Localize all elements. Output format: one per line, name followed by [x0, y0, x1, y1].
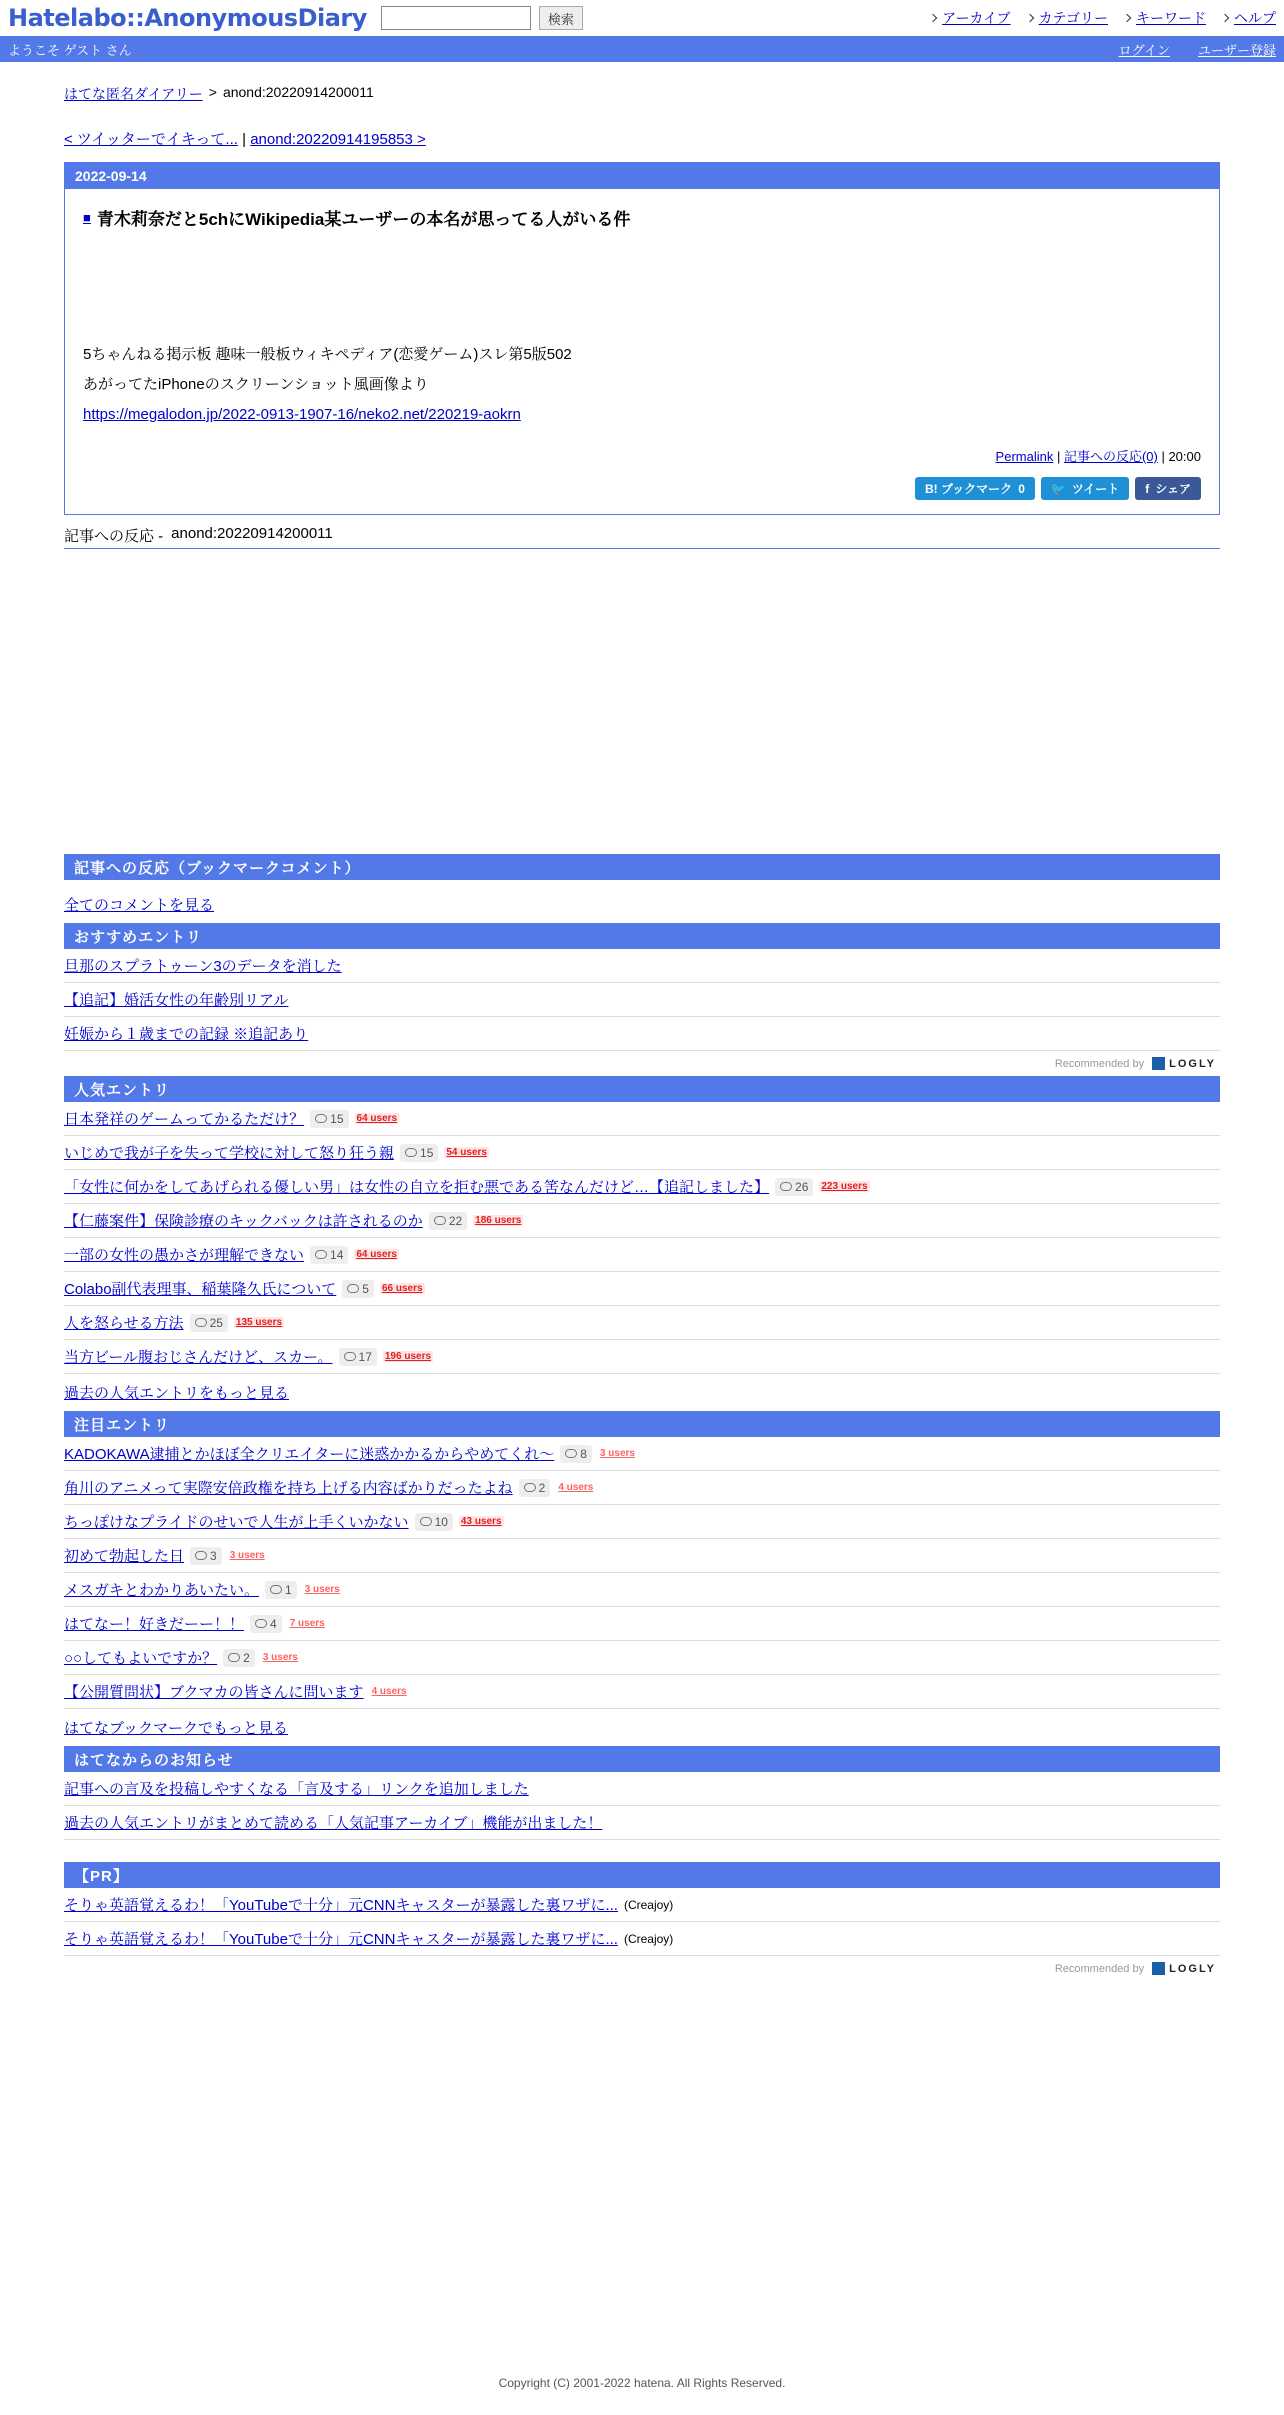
bookmark-users-badge[interactable]: 64 users: [356, 1249, 397, 1260]
bookmark-users-badge[interactable]: 64 users: [356, 1113, 398, 1124]
next-entry-link[interactable]: anond:20220914195853 >: [250, 131, 426, 148]
comment-bubble-icon: [420, 1517, 432, 1526]
list-item: [64, 1340, 1220, 1374]
bookmark-users-badge[interactable]: 3 users: [229, 1550, 265, 1561]
list-item: [64, 1607, 1220, 1641]
list-item: [64, 1922, 1220, 1956]
bookmark-users-badge[interactable]: 4 users: [558, 1482, 594, 1493]
list-item: [64, 1505, 1220, 1539]
comment-count-badge[interactable]: 2: [519, 1479, 551, 1497]
logly-logo[interactable]: LOGLY: [1152, 1057, 1216, 1070]
bookmark-users-badge[interactable]: 3 users: [262, 1652, 298, 1663]
comment-bubble-icon: [434, 1216, 446, 1225]
list-item: [64, 1170, 1220, 1204]
comment-bubble-icon: [347, 1284, 359, 1293]
news-header: はてなからのお知らせ: [64, 1746, 1220, 1772]
list-item: [64, 1204, 1220, 1238]
hot-entry-link[interactable]: 【公開質問状】ブクマカの皆さんに問います: [64, 1684, 364, 1701]
entry-pager: [64, 128, 1220, 149]
twitter-icon: 🐦: [1050, 481, 1066, 496]
comment-count-badge[interactable]: 2: [223, 1649, 255, 1667]
recommended-link[interactable]: 妊娠から１歳までの記録 ※追記あり: [64, 1026, 309, 1043]
comment-bubble-icon: [270, 1585, 282, 1594]
recommended-by: Recommended by LOGLY: [1054, 1057, 1216, 1070]
list-item: [64, 1539, 1220, 1573]
popular-entry-link[interactable]: 一部の女性の愚かさが理解できない: [64, 1247, 305, 1264]
reaction-header: 記事への反応 - anond:20220914200011: [64, 525, 1220, 549]
tweet-button[interactable]: 🐦 ツイート: [1041, 477, 1129, 500]
comment-bubble-icon: [565, 1449, 577, 1458]
entry-box: [64, 162, 1220, 515]
pr-header: 【PR】: [64, 1862, 1220, 1888]
popular-entry-link[interactable]: 当方ビール腹おじさんだけど、スカー。: [64, 1349, 333, 1366]
list-item: [64, 1573, 1220, 1607]
popular-header: 人気エントリ: [64, 1076, 1220, 1102]
hatena-bookmark-button[interactable]: B! ブックマーク 0: [915, 477, 1035, 500]
breadcrumb-home-link[interactable]: はてな匿名ダイアリー: [64, 86, 203, 102]
bookmark-comments-header: 記事への反応（ブックマークコメント）: [64, 854, 1220, 880]
prev-entry-link[interactable]: < ツイッターでイキって...: [64, 131, 238, 148]
entry-title-text: 青木莉奈だと5chにWikipedia某ユーザーの本名が思ってる人がいる件: [96, 210, 631, 229]
popular-entry-link[interactable]: Colabo副代表理事、稲葉隆久氏について: [64, 1281, 337, 1298]
bookmark-users-badge[interactable]: 54 users: [446, 1147, 487, 1158]
comment-bubble-icon: [780, 1182, 792, 1191]
hot-entry-link[interactable]: ○○してもよいですか？: [64, 1650, 218, 1667]
popular-entry-link[interactable]: 人を怒らせる方法: [64, 1315, 184, 1332]
nav-category-link[interactable]: カテゴリー: [1027, 8, 1108, 28]
comment-count-badge[interactable]: 4: [250, 1615, 282, 1633]
comment-count-badge[interactable]: 26: [775, 1178, 813, 1196]
hot-entry-link[interactable]: 初めて勃起した日: [64, 1548, 185, 1565]
bookmark-users-badge[interactable]: 43 users: [460, 1516, 502, 1527]
entry-time: 20:00: [1168, 449, 1201, 464]
copyright: Copyright (C) 2001-2022 hatena. All Rights Reserved.: [498, 2376, 786, 2390]
all-comments-link[interactable]: 全てのコメントを見る: [64, 897, 215, 914]
chevron-right-icon: [1123, 14, 1131, 22]
nav-keyword-link[interactable]: キーワード: [1124, 8, 1206, 28]
list-item: [64, 1017, 1220, 1051]
comment-count-badge[interactable]: 25: [190, 1314, 228, 1332]
list-item: [64, 1102, 1220, 1136]
entry-line-1: 5ちゃんねる掲示板 趣味一般板ウィキペディア(恋愛ゲーム)スレ第5版502: [83, 346, 572, 363]
popular-entry-link[interactable]: 「女性に何かをしてあげられる優しい男」は女性の自立を拒む悪である筈なんだけど…【追記しました】: [64, 1179, 770, 1196]
comment-count-badge[interactable]: 10: [415, 1513, 453, 1531]
list-item: [64, 1136, 1220, 1170]
comment-bubble-icon: [405, 1148, 417, 1157]
logly-logo[interactable]: LOGLY: [1152, 1962, 1216, 1975]
entry-external-link[interactable]: https://megalodon.jp/2022-0913-1907-16/neko2.net/220219-aokrn: [83, 406, 521, 423]
recommended-by: Recommended by LOGLY: [1054, 1962, 1216, 1975]
chevron-right-icon: [1025, 14, 1033, 22]
pr-link[interactable]: そりゃ英語覚えるわ！「YouTubeで十分」元CNNキャスターが暴露した裏ワザに...: [64, 1897, 618, 1914]
list-item: [64, 949, 1220, 983]
bookmark-users-badge[interactable]: 135 users: [235, 1317, 283, 1328]
breadcrumb-current: anond:20220914200011: [222, 84, 374, 100]
comment-bubble-icon: [315, 1250, 327, 1259]
list-item: [64, 1238, 1220, 1272]
top-nav: [930, 8, 1276, 28]
nav-help-link[interactable]: ヘルプ: [1222, 8, 1276, 28]
comment-count-badge[interactable]: 5: [342, 1280, 374, 1298]
list-item: [64, 1675, 1220, 1709]
list-item: [64, 1437, 1220, 1471]
comment-bubble-icon: [255, 1619, 267, 1628]
permalink-link[interactable]: Permalink: [995, 449, 1054, 464]
popular-more-link[interactable]: 過去の人気エントリをもっと見る: [64, 1385, 290, 1402]
list-item: [64, 1641, 1220, 1675]
bookmark-users-badge[interactable]: 4 users: [371, 1686, 407, 1697]
ad-space: [64, 549, 1220, 854]
list-item: [64, 1471, 1220, 1505]
bookmark-users-badge[interactable]: 3 users: [304, 1584, 340, 1595]
share-buttons: [83, 477, 1201, 500]
comment-bubble-icon: [524, 1483, 536, 1492]
all-comments-row: [64, 880, 1220, 923]
welcome-bar: [0, 36, 1284, 62]
chevron-right-icon: [1221, 14, 1229, 22]
list-item: [64, 1772, 1220, 1806]
comment-bubble-icon: [344, 1352, 356, 1361]
bookmark-users-badge[interactable]: 196 users: [384, 1351, 432, 1362]
hot-header: 注目エントリ: [64, 1411, 1220, 1437]
reactions-link[interactable]: 記事への反応(0): [1063, 449, 1158, 464]
comment-count-badge[interactable]: 15: [310, 1110, 348, 1128]
welcome-text: ようこそ ゲスト さん: [8, 42, 132, 58]
comment-bubble-icon: [315, 1114, 327, 1123]
list-item: [64, 1272, 1220, 1306]
hot-entry-link[interactable]: はてなー！好きだーー！！: [64, 1616, 245, 1633]
bookmark-users-badge[interactable]: 186 users: [475, 1215, 522, 1226]
popular-list: [64, 1102, 1220, 1374]
hot-more-link[interactable]: はてなブックマークでもっと見る: [64, 1720, 288, 1737]
logly-icon: [1152, 1962, 1165, 1975]
breadcrumb-separator: >: [208, 84, 217, 100]
list-item: [64, 1888, 1220, 1922]
list-item: [64, 1306, 1220, 1340]
entry-line-2: あがってたiPhoneのスクリーンショット風画像より: [83, 376, 429, 393]
comment-bubble-icon: [228, 1653, 240, 1662]
list-item: [64, 1806, 1220, 1840]
list-item: [64, 983, 1220, 1017]
site-logo[interactable]: Hatelabo::AnonymousDiary: [8, 4, 367, 32]
entry-date: 2022-09-14: [65, 163, 1219, 189]
popular-more-row: [64, 1374, 1220, 1411]
entry-body: [65, 189, 1219, 514]
comment-count-badge[interactable]: 8: [560, 1445, 592, 1463]
entry-footer: Permalink | 記事への反応(0) | 20:00: [995, 449, 1201, 464]
facebook-icon: f: [1145, 481, 1150, 496]
hot-entry-link[interactable]: メスガキとわかりあいたい。: [64, 1582, 260, 1599]
pr-source: (Creajoy): [623, 1931, 674, 1946]
main-content: [64, 84, 1220, 1981]
pr-link[interactable]: そりゃ英語覚えるわ！「YouTubeで十分」元CNNキャスターが暴露した裏ワザに...: [64, 1931, 618, 1948]
pager-separator: |: [242, 131, 247, 148]
register-link[interactable]: ユーザー登録: [1197, 42, 1276, 58]
comment-count-badge[interactable]: 22: [429, 1212, 467, 1230]
bookmark-count: 0: [1018, 481, 1025, 496]
popular-entry-link[interactable]: 【仁藤案件】保険診療のキックバックは許されるのか: [64, 1213, 423, 1230]
facebook-share-button[interactable]: f シェア: [1135, 477, 1201, 500]
hot-list: [64, 1437, 1220, 1709]
recommended-link[interactable]: 【追記】婚活女性の年齢別リアル: [64, 992, 289, 1009]
news-link[interactable]: 記事への言及を投稿しやすくなる「言及する」リンクを追加しました: [64, 1781, 529, 1798]
news-link[interactable]: 過去の人気エントリがまとめて読める「人気記事アーカイブ」機能が出ました！: [64, 1815, 603, 1832]
popular-entry-link[interactable]: いじめで我が子を失って学校に対して怒り狂う親: [64, 1145, 395, 1162]
chevron-right-icon: [929, 14, 937, 22]
comment-count-badge[interactable]: 14: [310, 1246, 348, 1264]
comment-bubble-icon: [195, 1551, 207, 1560]
entry-text: [83, 340, 1201, 430]
nav-archive-link[interactable]: アーカイブ: [930, 8, 1010, 28]
login-link[interactable]: ログイン: [1118, 42, 1170, 58]
pr-source: (Creajoy): [623, 1897, 674, 1912]
bookmark-users-badge[interactable]: 66 users: [381, 1283, 423, 1294]
recommended-header: おすすめエントリ: [64, 923, 1220, 949]
comment-bubble-icon: [195, 1318, 207, 1327]
recommended-link[interactable]: 旦那のスプラトゥーン3のデータを消した: [64, 958, 342, 975]
hot-more-row: [64, 1709, 1220, 1746]
popular-entry-link[interactable]: 日本発祥のゲームってかるただけ？: [64, 1111, 305, 1128]
top-bar: [0, 0, 1284, 36]
entry-title: [83, 205, 1201, 230]
search-input[interactable]: [381, 6, 531, 30]
comment-count-badge[interactable]: 3: [190, 1547, 222, 1565]
entry-marker-link[interactable]: ■: [83, 210, 91, 225]
comment-count-badge[interactable]: 1: [265, 1581, 297, 1599]
hot-entry-link[interactable]: KADOKAWA逮捕とかほぼ全クリエイターに迷惑かかるからやめてくれ〜: [64, 1446, 555, 1463]
logly-icon: [1152, 1057, 1165, 1070]
comment-count-badge[interactable]: 17: [339, 1348, 377, 1366]
comment-count-badge[interactable]: 15: [400, 1144, 438, 1162]
bookmark-users-badge[interactable]: 223 users: [821, 1181, 868, 1192]
hot-entry-link[interactable]: 角川のアニメって実際安倍政権を持ち上げる内容ばかりだったよね: [64, 1480, 513, 1497]
hot-entry-link[interactable]: ちっぽけなプライドのせいで人生が上手くいかない: [64, 1514, 409, 1531]
search-button[interactable]: 検索: [539, 6, 583, 30]
breadcrumb: [64, 84, 1220, 104]
bookmark-users-badge[interactable]: 7 users: [289, 1618, 325, 1629]
bookmark-users-badge[interactable]: 3 users: [599, 1448, 635, 1459]
